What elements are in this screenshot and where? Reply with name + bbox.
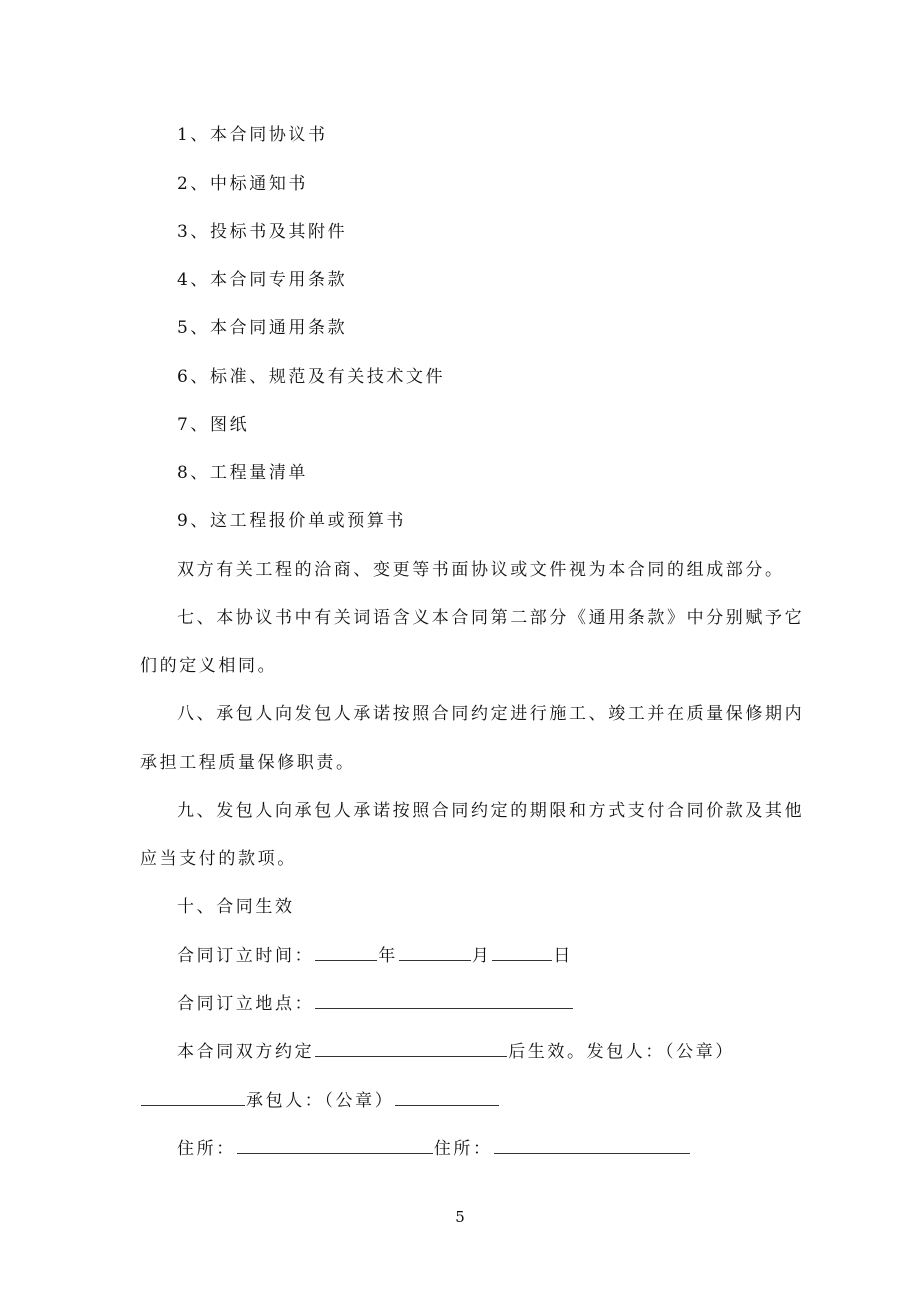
clause9-line1: 九、发包人向承包人承诺按照合同约定的期限和方式支付合同价款及其他 [177, 801, 805, 821]
list-item: 1、本合同协议书 [177, 125, 328, 145]
contractor-seal-blank [395, 1091, 499, 1106]
list-item: 3、投标书及其附件 [177, 222, 348, 242]
page-number: 5 [455, 1208, 465, 1226]
year-blank [315, 946, 377, 961]
sign-time-line [177, 945, 573, 967]
address-line [177, 1138, 691, 1160]
employer-seal-blank [141, 1091, 245, 1106]
agreement-line [177, 1041, 735, 1063]
place-blank [315, 994, 573, 1009]
list-item: 4、本合同专用条款 [177, 270, 348, 290]
clause10-heading: 十、合同生效 [177, 897, 295, 917]
list-item: 5、本合同通用条款 [177, 318, 348, 338]
condition-blank [315, 1042, 507, 1057]
agreement-suffix: 后生效。发包人：（公章） [508, 1042, 735, 1062]
address-label-1: 住所： [177, 1139, 236, 1159]
list-item: 8、工程量清单 [177, 463, 309, 483]
sign-time-label: 合同订立时间： [177, 946, 315, 966]
year-label: 年 [378, 946, 398, 966]
list-item: 7、图纸 [177, 415, 250, 435]
month-blank [399, 946, 471, 961]
sign-place-line [177, 993, 574, 1015]
clause8-line1: 八、承包人向发包人承诺按照合同约定进行施工、竣工并在质量保修期内 [177, 704, 805, 724]
clause7-line1: 七、本协议书中有关词语含义本合同第二部分《通用条款》中分别赋予它 [177, 608, 805, 628]
clause8-line2: 承担工程质量保修职责。 [140, 753, 356, 773]
sign-place-label: 合同订立地点： [177, 994, 315, 1014]
list-item: 9、这工程报价单或预算书 [177, 511, 407, 531]
clause7-line2: 们的定义相同。 [140, 656, 278, 676]
address-label-2: 住所： [433, 1139, 493, 1159]
seal-line [140, 1090, 500, 1112]
day-label: 日 [553, 946, 574, 966]
list-item: 6、标准、规范及有关技术文件 [177, 367, 446, 387]
contractor-label: 承包人：（公章） [246, 1091, 395, 1111]
negotiation-paragraph: 双方有关工程的洽商、变更等书面协议或文件视为本合同的组成部分。 [177, 560, 785, 580]
agreement-prefix: 本合同双方约定 [177, 1042, 315, 1062]
clause9-line2: 应当支付的款项。 [140, 849, 297, 869]
month-label: 月 [471, 946, 492, 966]
address-blank-1 [237, 1139, 433, 1154]
day-blank [492, 946, 552, 961]
list-item: 2、中标通知书 [177, 174, 309, 194]
address-blank-2 [494, 1139, 690, 1154]
